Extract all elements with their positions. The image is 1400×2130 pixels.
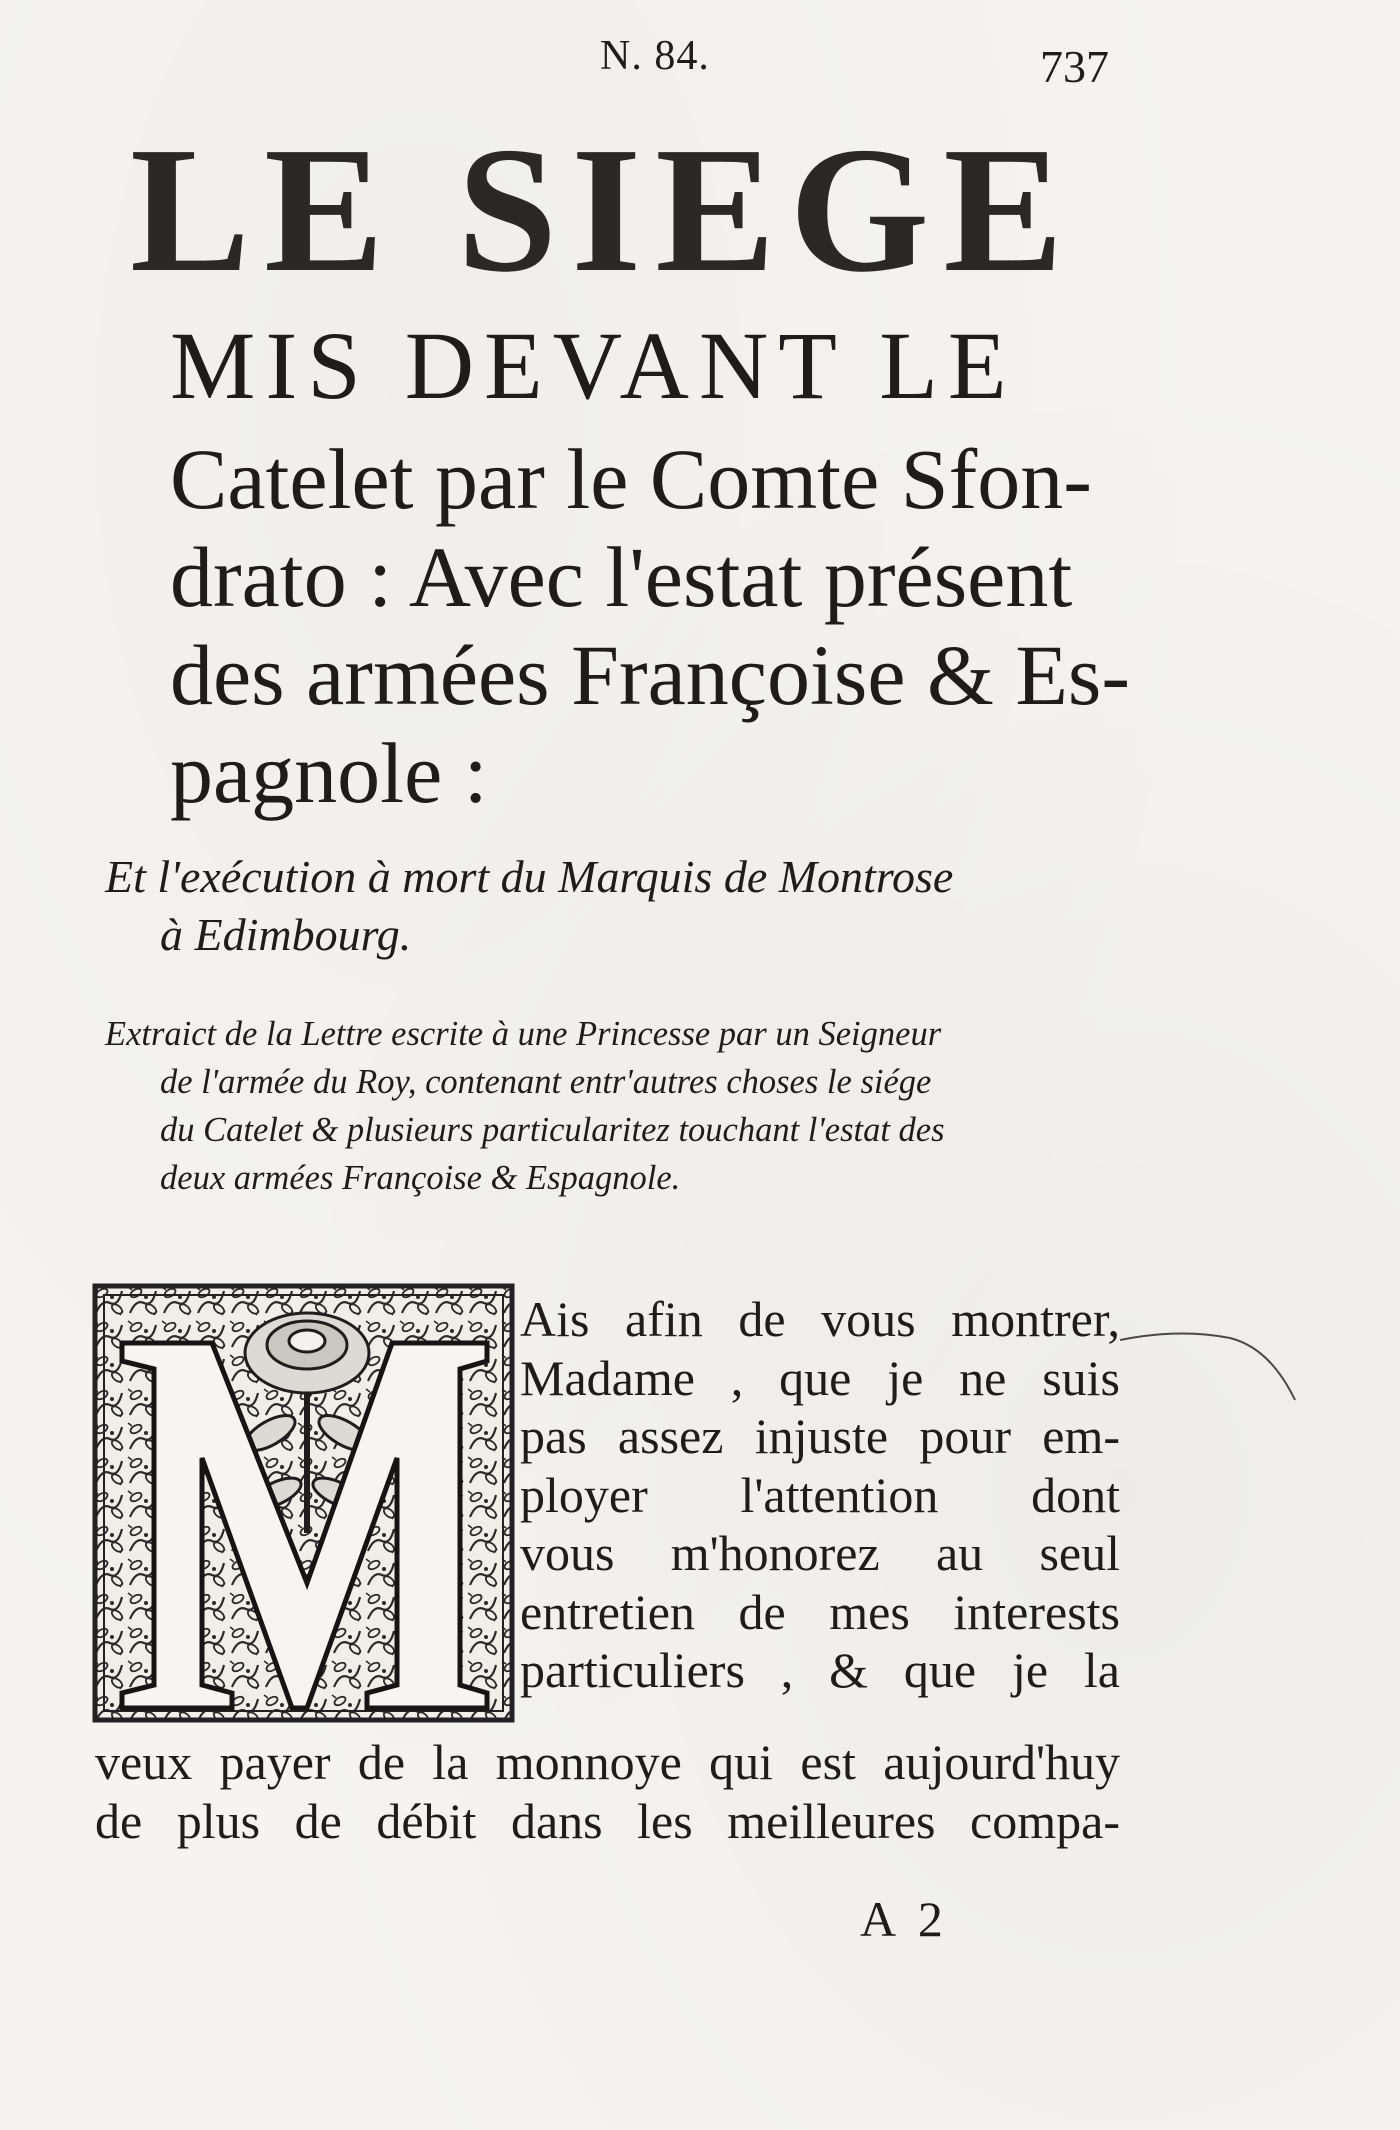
extract-line: du Catelet & plusieurs particularitez touchant l'estat des (160, 1111, 945, 1149)
body-text-beside-initial (520, 1290, 1120, 1700)
extract-line: Extraict de la Lettre escrite à une Princesse par un Seigneur (105, 1015, 942, 1053)
catchword: A 2 (860, 1891, 949, 1947)
title-body (170, 430, 1131, 822)
title-body-line: drato : Avec l'estat présent (170, 529, 1073, 625)
body-text-full-width (95, 1733, 1120, 1850)
subtitle (105, 848, 1125, 964)
body-line: de plus de débit dans les meilleures compa- (95, 1792, 1120, 1849)
title-body-line: pagnole : (170, 725, 488, 821)
signature-mark: N. 84. (600, 33, 710, 79)
subtitle-line: Et l'exécution à mort du Marquis de Montrose (105, 851, 954, 902)
body-line: ployer l'attention dont (520, 1466, 1120, 1523)
body-line: pas assez injuste pour em- (520, 1408, 1120, 1464)
title-body-line: des armées Françoise & Es- (170, 627, 1131, 723)
subtitle-line: à Edimbourg. (160, 909, 412, 960)
body-line: Ais afin de vous montrer, (520, 1291, 1120, 1347)
title-line-2: MIS DEVANT LE (170, 312, 1017, 419)
extract-line: deux armées Françoise & Espagnole. (160, 1159, 681, 1197)
page-number: 737 (1040, 41, 1109, 92)
body-line: vous m'honorez au seul (520, 1525, 1120, 1581)
extract-heading (105, 1010, 1125, 1202)
body-line: Madame , que je ne suis (520, 1349, 1120, 1406)
decorated-initial-m (92, 1283, 515, 1723)
body-line: veux payer de la monnoye qui est aujourd'huy (95, 1734, 1120, 1790)
stray-pen-mark (1120, 1330, 1320, 1410)
title-line-1: LE SIEGE (130, 110, 1078, 309)
body-line: entretien de mes interests (520, 1583, 1120, 1640)
extract-line: de l'armée du Roy, contenant entr'autres choses le siége (160, 1063, 932, 1101)
body-line: particuliers , & que je la (520, 1642, 1120, 1698)
title-body-line: Catelet par le Comte Sfon- (170, 431, 1092, 527)
